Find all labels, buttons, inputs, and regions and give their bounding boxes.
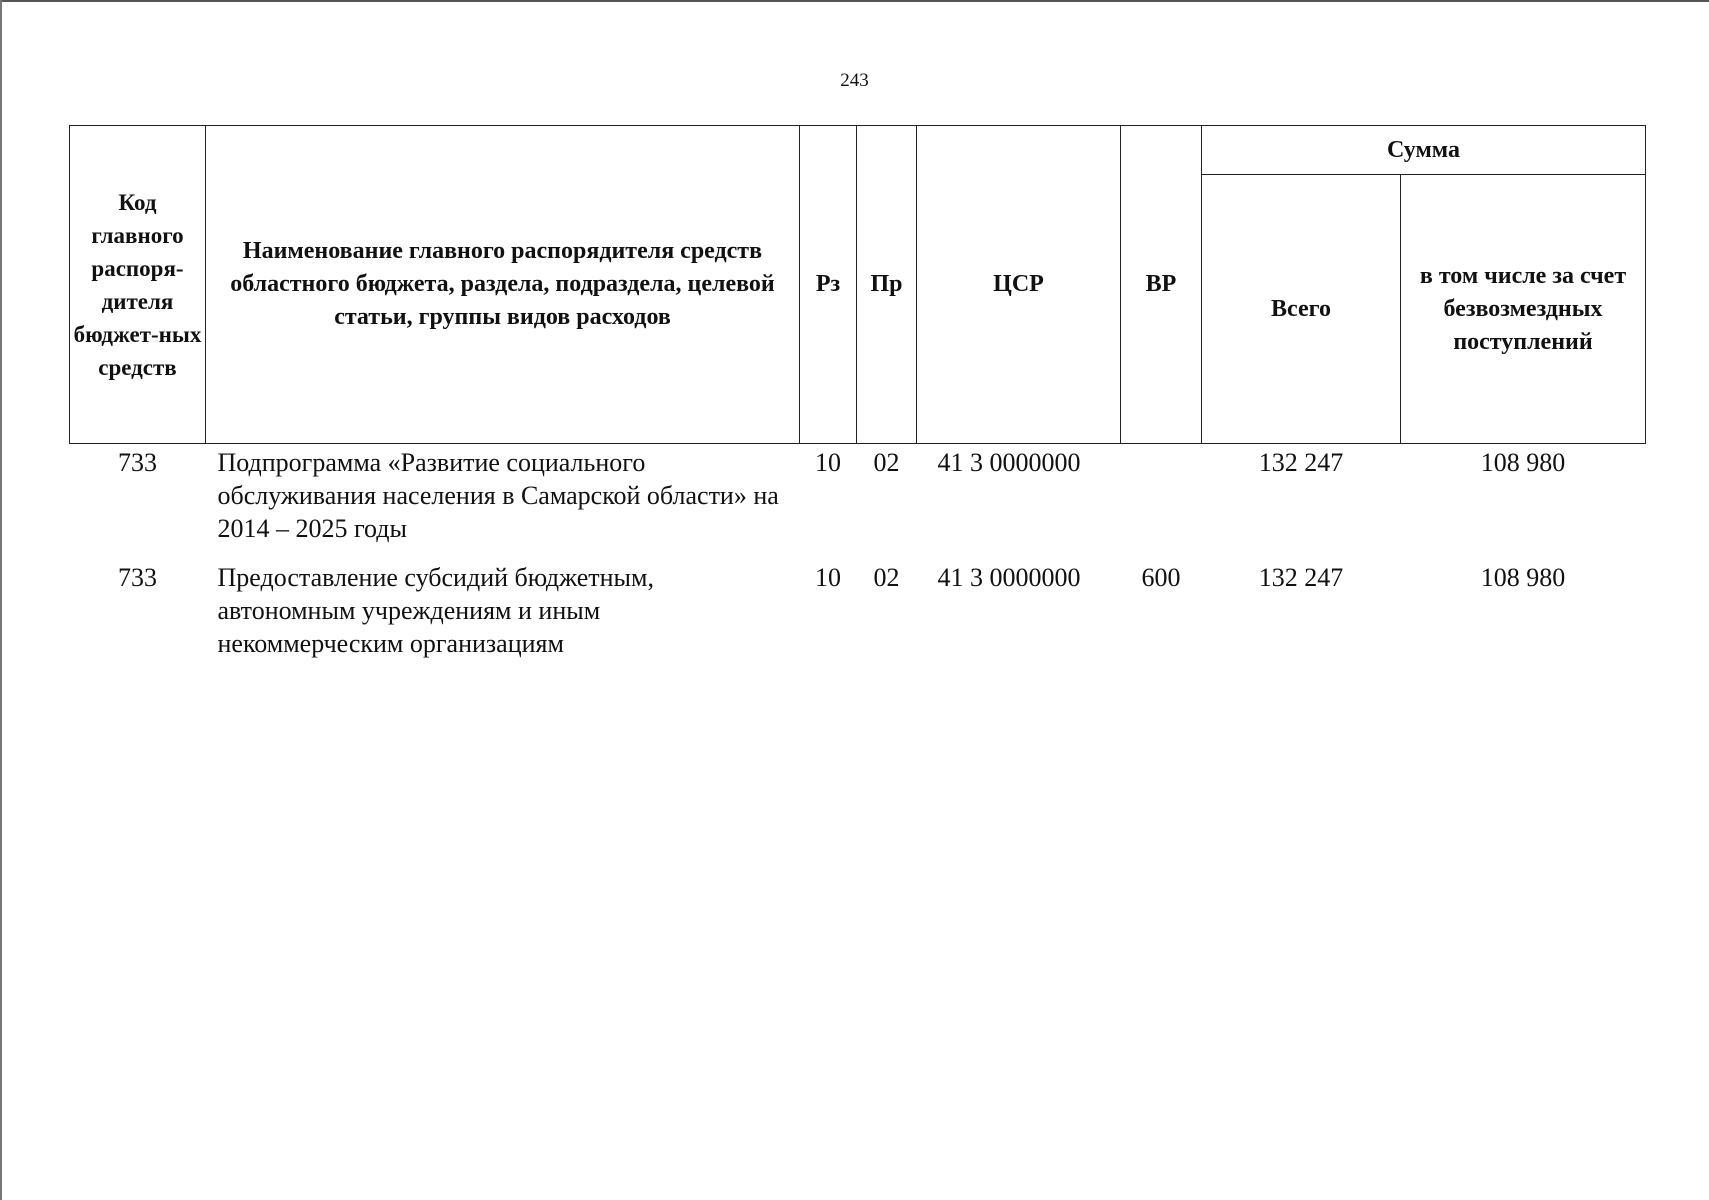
cell-name: Подпрограмма «Развитие социального обслуживания населения в Самарской области» на 2014 – 2025 годы [217, 448, 779, 543]
table-row [70, 561, 1646, 660]
cell-code: 733 [118, 563, 157, 592]
header-vr: ВР [1121, 126, 1202, 444]
cell-total: 132 247 [1258, 448, 1344, 477]
cell-free: 108 980 [1480, 563, 1566, 592]
cell-code: 733 [118, 448, 157, 477]
cell-rz: 10 [815, 563, 841, 592]
cell-rz: 10 [815, 448, 841, 477]
header-pr: Пр [857, 126, 917, 444]
header-code: Код главного распоря-дителя бюджет-ных средств [70, 126, 206, 444]
cell-name: Предоставление субсидий бюджетным, автономным учреждениям и иным некоммерческим организациям [217, 563, 654, 658]
page-border-left [0, 0, 2, 1200]
page-number: 243 [840, 70, 869, 91]
header-free: в том числе за счет безвозмездных поступлений [1401, 175, 1646, 444]
header-total: Всего [1202, 175, 1401, 444]
table-row [70, 444, 1646, 562]
table-body [70, 444, 1646, 661]
header-csr: ЦСР [917, 126, 1121, 444]
header-sum: Сумма [1202, 126, 1646, 175]
header-rz: Рз [800, 126, 857, 444]
cell-csr: 41 3 0000000 [937, 563, 1081, 592]
cell-free: 108 980 [1480, 448, 1566, 477]
table-header [70, 126, 1646, 444]
cell-vr [1121, 444, 1202, 562]
cell-pr: 02 [873, 448, 900, 477]
cell-total: 132 247 [1258, 563, 1344, 592]
cell-pr: 02 [873, 563, 900, 592]
budget-table [69, 125, 1646, 660]
cell-csr: 41 3 0000000 [937, 448, 1081, 477]
page-border-top [0, 0, 1709, 2]
cell-vr: 600 [1141, 563, 1181, 592]
header-name: Наименование главного распорядителя средств областного бюджета, раздела, подраздела, целевой статьи, группы видов расходов [206, 126, 800, 444]
